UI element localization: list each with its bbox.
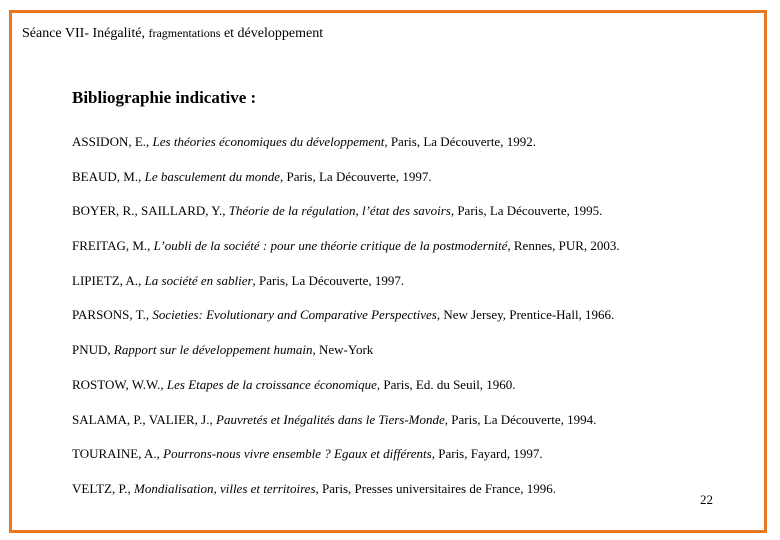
ref-title: Mondialisation, villes et territoires	[134, 480, 316, 496]
ref-author: BEAUD, M.,	[72, 168, 145, 184]
ref-author: FREITAG, M.,	[72, 238, 154, 254]
reference-item	[72, 273, 752, 308]
ref-author: BOYER, R., SAILLARD, Y.,	[72, 203, 229, 219]
ref-author: VELTZ, P.,	[72, 480, 134, 496]
reference-item	[72, 307, 752, 342]
ref-publisher: , Rennes, PUR, 2003.	[507, 238, 620, 254]
ref-publisher: , New Jersey, Prentice-Hall, 1966.	[436, 307, 615, 323]
ref-author: ASSIDON, E.,	[72, 134, 153, 149]
ref-author: SALAMA, P., VALIER, J.,	[72, 411, 216, 427]
ref-title: Pourrons-nous vivre ensemble ? Egaux et différents	[163, 446, 432, 462]
slide-title	[22, 26, 323, 42]
ref-author: ROSTOW, W.W.,	[72, 376, 167, 392]
reference-item	[72, 134, 752, 169]
reference-item	[72, 446, 752, 481]
title-main: Séance VII- Inégalité,	[22, 26, 149, 41]
ref-publisher: , Paris, Fayard, 1997.	[431, 446, 543, 462]
reference-item	[72, 412, 752, 447]
ref-title: Les théories économiques du développement	[152, 134, 385, 149]
ref-title: Rapport sur le développement humain	[113, 342, 313, 358]
ref-publisher: , Paris, Presses universitaires de France, 1996.	[315, 480, 556, 496]
ref-title: Pauvretés et Inégalités dans le Tiers-Monde	[216, 411, 445, 427]
ref-publisher: , Paris, La Découverte, 1994.	[444, 411, 597, 427]
title-rest: et développement	[220, 26, 324, 41]
reference-item	[72, 481, 752, 516]
ref-title: Les Etapes de la croissance économique	[166, 376, 377, 392]
page-number: 22	[700, 492, 713, 507]
reference-item	[72, 342, 752, 377]
ref-publisher: , Paris, La Découverte, 1997.	[252, 272, 405, 288]
ref-title: L’oubli de la société : pour une théorie critique de la postmodernité	[153, 238, 508, 254]
slide-frame	[9, 10, 767, 533]
ref-title: Societies: Evolutionary and Comparative Perspectives	[152, 307, 437, 323]
ref-publisher: , Paris, Ed. du Seuil, 1960.	[376, 376, 516, 392]
ref-title: Le basculement du monde	[144, 168, 280, 184]
ref-author: PARSONS, T.,	[72, 307, 153, 323]
ref-title: La société en sablier	[144, 272, 253, 288]
reference-item	[72, 238, 752, 273]
reference-list	[72, 134, 752, 516]
ref-publisher: , New-York	[312, 342, 374, 358]
ref-publisher: , Paris, La Découverte, 1995.	[450, 203, 603, 219]
ref-publisher: , Paris, La Découverte, 1997.	[279, 168, 432, 184]
ref-author: LIPIETZ, A.,	[72, 272, 145, 288]
ref-author: TOURAINE, A.,	[72, 446, 164, 462]
reference-item	[72, 203, 752, 238]
ref-title: Théorie de la régulation, l’état des savoirs	[228, 203, 451, 219]
reference-item	[72, 377, 752, 412]
ref-author: PNUD,	[72, 342, 114, 358]
ref-publisher: , Paris, La Découverte, 1992.	[384, 134, 536, 149]
title-small: fragmentations	[148, 26, 221, 40]
bibliography-heading: Bibliographie indicative :	[72, 88, 257, 107]
reference-item	[72, 169, 752, 204]
